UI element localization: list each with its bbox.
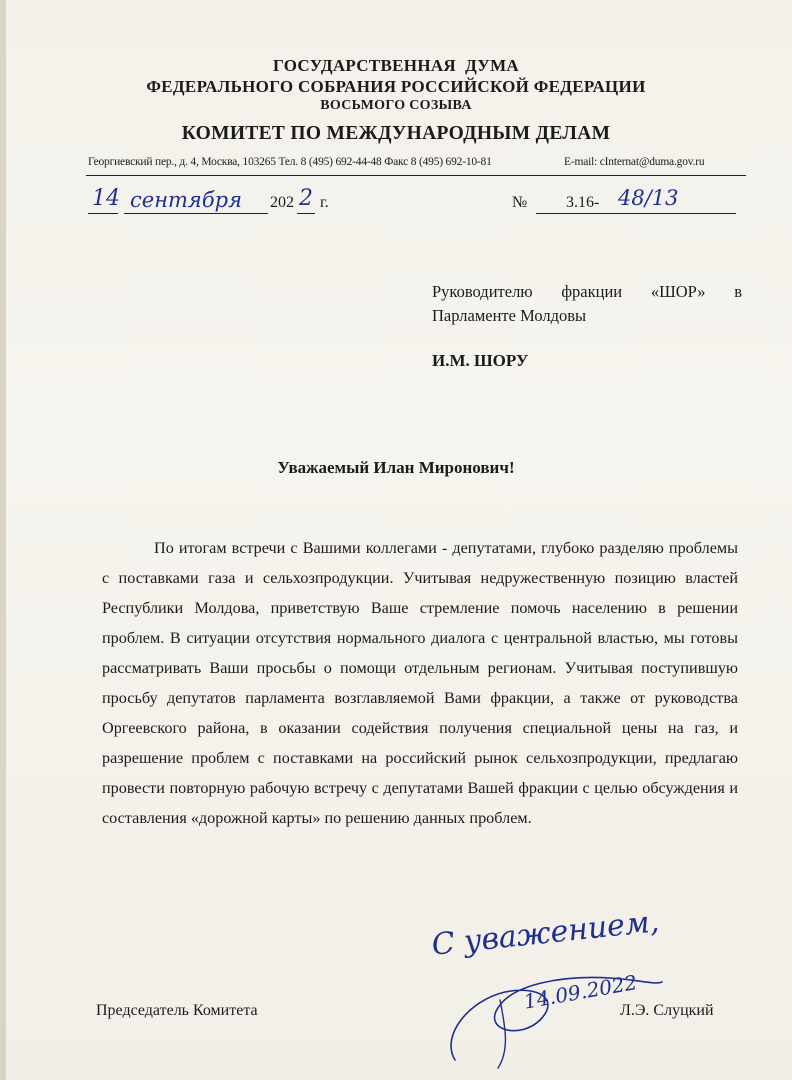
number-handwritten: 48/13 bbox=[618, 186, 679, 210]
salutation: Уважаемый Илан Миронович! bbox=[277, 458, 515, 477]
header-line-3: ВОСЬМОГО СОЗЫВА bbox=[320, 98, 472, 113]
addressee-line-2: Парламенте Молдовы bbox=[432, 306, 587, 325]
signer-position: Председатель Комитета bbox=[96, 1002, 258, 1019]
number-label: № bbox=[512, 194, 528, 211]
date-year-suffix: 2 bbox=[299, 186, 313, 211]
header-line-2: ФЕДЕРАЛЬНОГО СОБРАНИЯ РОССИЙСКОЙ ФЕДЕРАЦИИ bbox=[146, 77, 646, 96]
signer-name: Л.Э. Слуцкий bbox=[620, 1002, 714, 1019]
addressee-word: в bbox=[734, 282, 742, 301]
addressee-word: фракции bbox=[561, 282, 623, 301]
date-day: 14 bbox=[92, 186, 120, 211]
addressee-word: «ШОР» bbox=[650, 282, 706, 301]
header-line-1: ГОСУДАРСТВЕННАЯ ДУМА bbox=[273, 56, 519, 75]
handwritten-sign-date: 14.09.2022 bbox=[522, 970, 639, 1014]
date-year-tail: г. bbox=[320, 194, 329, 211]
contact-email: E-mail: cInternat@duma.gov.ru bbox=[564, 156, 705, 168]
letter-body: По итогам встречи с Вашими коллегами - депутатами, глубоко разделяю проблемы с поставками газа и сельхозпродукции. Учитывая недружественную позицию властей Республики Молдова, приветствую Ваше стремление помочь населению в решении проблем. В ситуации отсутствия нормального диалога с центральной властью, мы готовы рассматривать Ваши просьбы о помощи отдельным регионам. Учитывая поступившую просьбу депутатов парламента возглавляемой Вами фракции, а также от руководства Оргеевского района, в оказании содействия получения специальной цены на газ, и разрешение проблем с поставками на российский рынок сельхозпродукции, предлагаю провести повторную рабочую встречу с депутатами Вашей фракции с целью обсуждения и составления «дорожной карты» по решению данных проблем. bbox=[102, 539, 738, 827]
number-printed: 3.16- bbox=[566, 194, 600, 211]
date-year-prefix: 202 bbox=[270, 194, 294, 211]
committee-name: КОМИТЕТ ПО МЕЖДУНАРОДНЫМ ДЕЛАМ bbox=[181, 123, 611, 144]
handwritten-closing: С уважением, bbox=[430, 904, 661, 963]
addressee-name: И.М. ШОРУ bbox=[432, 351, 529, 370]
date-month: сентября bbox=[130, 188, 243, 212]
contact-address: Георгиевский пер., д. 4, Москва, 103265 Тел. 8 (495) 692-44-48 Факс 8 (495) 692-10-81 bbox=[88, 156, 492, 168]
addressee-word: Руководителю bbox=[432, 282, 533, 301]
